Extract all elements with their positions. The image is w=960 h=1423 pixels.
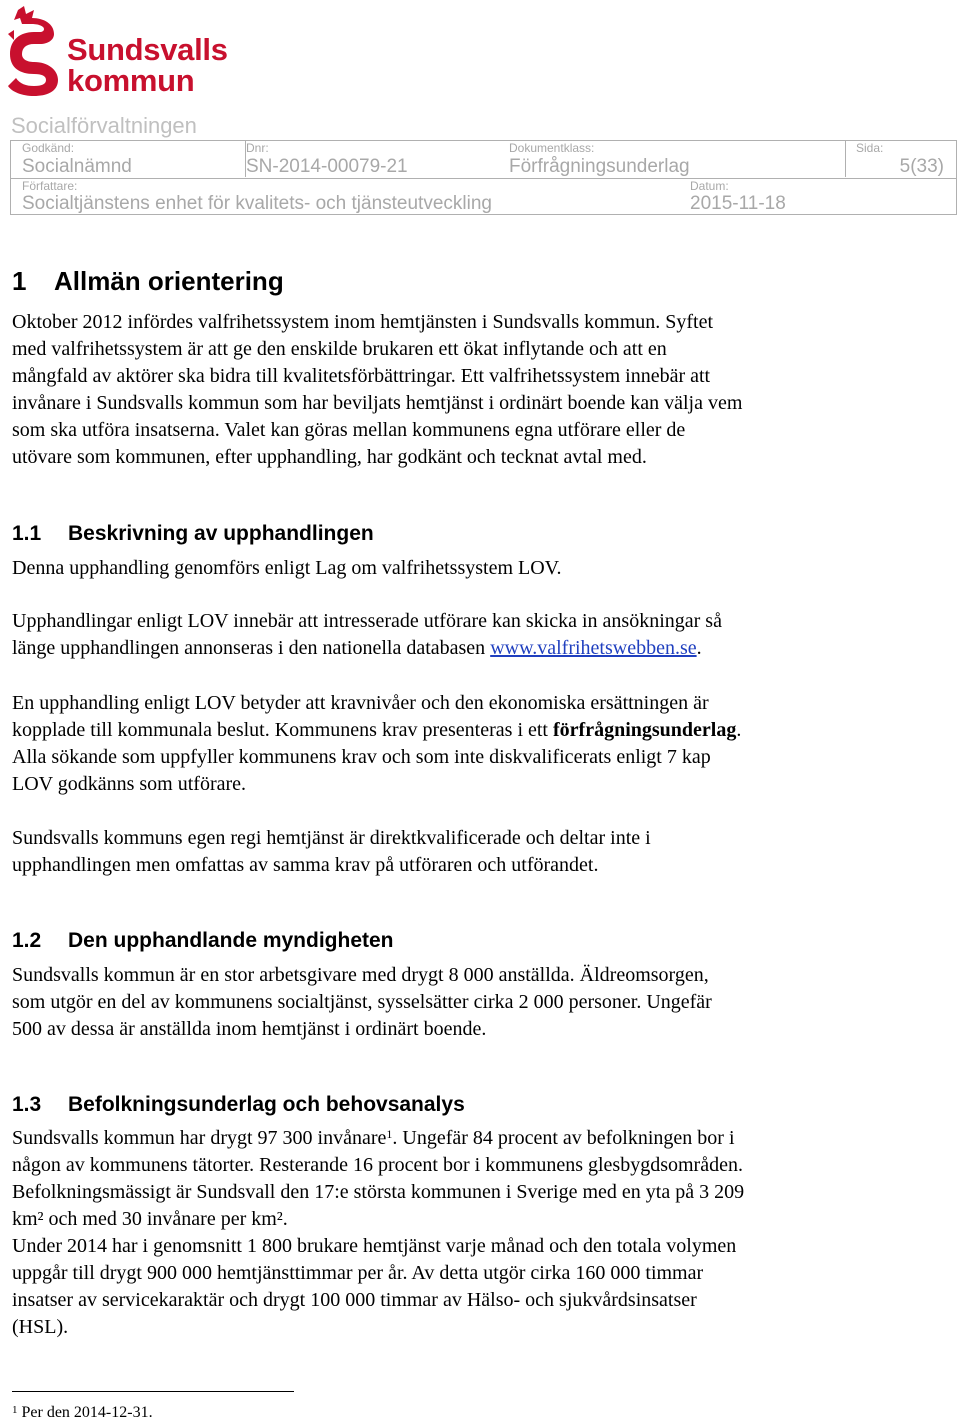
approved-value: Socialnämnd: [22, 156, 132, 177]
author-value: Socialtjänstens enhet för kvalitets- och tjänsteutveckling: [22, 193, 492, 214]
date-label: Datum:: [690, 179, 729, 193]
author-label: Författare:: [22, 179, 78, 193]
section-1-1-paragraph-2: Upphandlingar enligt LOV innebär att intresserade utförare kan skicka in ansökningar så länge upphandlingen annonseras i den nationella databasen www.valfrihetswebben.se.: [12, 610, 722, 659]
section-heading-1-1: 1.1 Beskrivning av upphandlingen: [12, 522, 374, 545]
section-1-paragraph: Oktober 2012 infördes valfrihetssystem inom hemtjänsten i Sundsvalls kommun. Syftet med valfrihetssystem är att ge den enskilde brukaren ett ökat inflytande och att en mångfald av aktörer ska bidra till kvalitetsförbättringar. Ett valfrihetssystem innebär att invånare i Sundsvalls kommun som har beviljats hemtjänst i ordinärt boende kan välja vem som ska utföra insatserna. Valet kan göras mellan kommunens egna utförare eller de utövare som kommunen, efter upphandling, har godkänt och tecknat avtal med.: [12, 311, 743, 468]
organization-name: Socialförvaltningen: [11, 113, 197, 138]
municipality-logo: [4, 4, 244, 98]
dragon-emblem-icon: [4, 4, 62, 98]
date-value: 2015-11-18: [690, 193, 786, 214]
footnote-separator: [12, 1391, 294, 1392]
section-1-1-paragraph-1: Denna upphandling genomförs enligt Lag om valfrihetssystem LOV.: [12, 557, 562, 579]
section-1-3-paragraph: Sundsvalls kommun har drygt 97 300 invånare$^1$. Ungefär 84 procent av befolkningen bor i någon av kommunens tätorter. Resterande 16 procent bor i kommunens glesbygdsområden. Befolkningsmässigt är Sundsvall den 17:e största kommunen i Sverige med en yta på 3 209 km² och med 30 invånare per km². Under 2014 har i genomsnitt 1 800 brukare hemtjänst varje månad och den totala volymen uppgår till drygt 900 000 hemtjänsttimmar per år. Av detta utgör cirka 160 000 timmar insatser av servicekaraktär och drygt 100 000 timmar av Hälso- och sjukvårdsinsatser (HSL).: [12, 1127, 745, 1338]
footnote: $^1$ Per den 2014-12-31.: [12, 1404, 153, 1421]
approved-label: Godkänd:: [22, 141, 75, 155]
page-number: 5(33): [899, 156, 944, 177]
dnr-label: Dnr:: [246, 141, 269, 155]
footnote-reference: 1: [386, 1127, 393, 1141]
document-class-value: Förfrågningsunderlag: [509, 156, 690, 177]
section-heading-1-2: 1.2 Den upphandlande myndigheten: [12, 929, 394, 952]
logo-wordmark: Sundsvalls kommun: [67, 32, 228, 98]
section-1-1-paragraph-4: Sundsvalls kommuns egen regi hemtjänst är direktkvalificerade och deltar inte i upphandlingen men omfattas av samma krav på utföraren och utförandet.: [12, 827, 651, 876]
section-1-2-paragraph: Sundsvalls kommun är en stor arbetsgivare med drygt 8 000 anställda. Äldreomsorgen, som utgör en del av kommunens socialtjänst, sysselsätter cirka 2 000 personer. Ungefär 500 av dessa är anställda inom hemtjänst i ordinärt boende.: [12, 964, 712, 1040]
document-header-table: [10, 140, 957, 215]
document-class-label: Dokumentklass:: [509, 141, 595, 155]
valfrihetswebben-link[interactable]: www.valfrihetswebben.se: [490, 637, 697, 659]
page-label: Sida:: [856, 141, 884, 155]
section-heading-1: 1 Allmän orientering: [12, 266, 284, 296]
section-heading-1-3: 1.3 Befolkningsunderlag och behovsanalys: [12, 1093, 465, 1116]
section-1-1-paragraph-3: En upphandling enligt LOV betyder att kravnivåer och den ekonomiska ersättningen är kopplade till kommunala beslut. Kommunens krav presenteras i ett förfrågningsunderlag. Alla sökande som uppfyller kommunens krav och som inte diskvalificerats enligt 7 kap LOV godkänns som utförare.: [12, 692, 742, 795]
dnr-value: SN-2014-00079-21: [246, 156, 408, 177]
